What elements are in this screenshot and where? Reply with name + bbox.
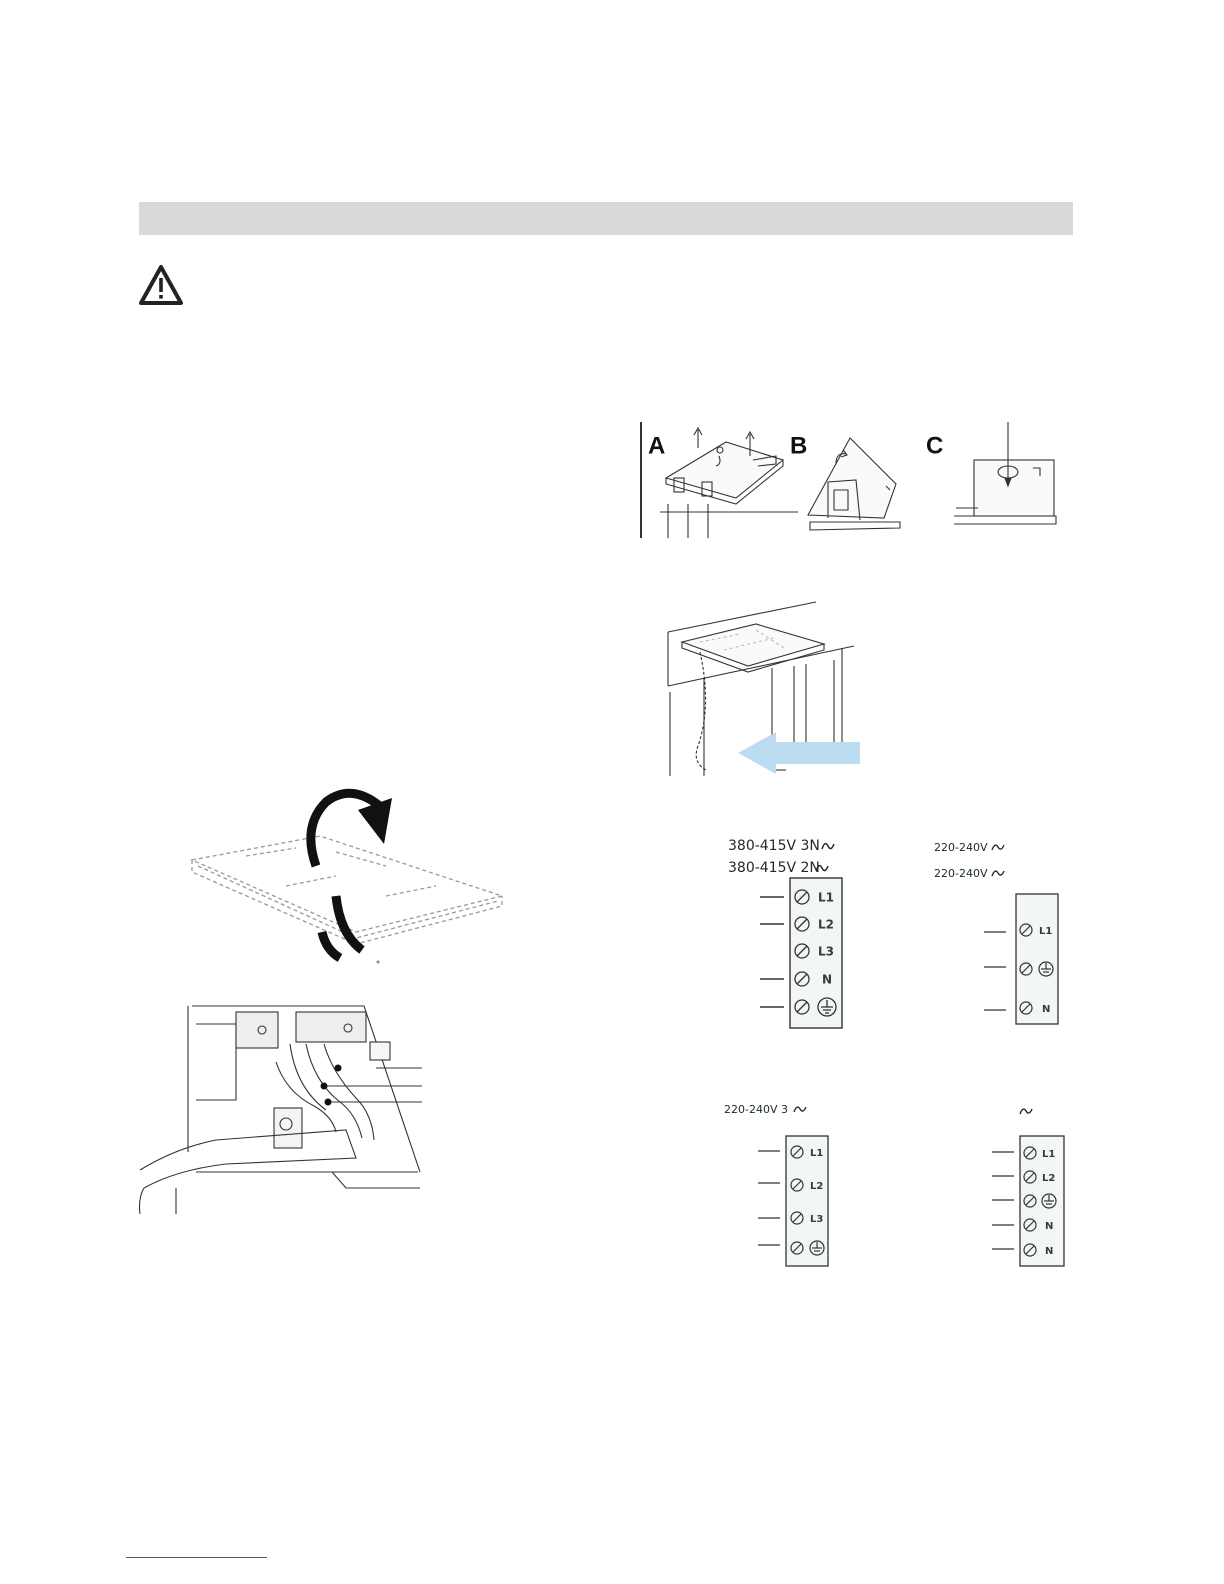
svg-text:N: N [1045,1221,1054,1232]
svg-text:N: N [1042,1004,1051,1015]
step-b-label: B [790,432,808,460]
svg-text:L1: L1 [810,1148,824,1159]
step-a-drawing [660,428,798,538]
section-header-bar [139,202,1073,235]
step-c-label: C [926,432,944,460]
svg-text:N: N [822,972,833,987]
block3-voltage-1: 220-240V 3 [724,1103,788,1116]
svg-text:L1: L1 [1042,1149,1056,1160]
footer-rule [126,1557,267,1558]
svg-text:L2: L2 [1042,1173,1056,1184]
terminal-block-4 [986,1100,1070,1272]
hob-insertion-figure [664,596,876,776]
terminal-block-2 [932,838,1062,1028]
svg-text:L2: L2 [810,1181,824,1192]
svg-text:L3: L3 [810,1214,824,1225]
svg-text:L3: L3 [818,944,834,959]
svg-text:L1: L1 [1039,926,1053,937]
step-c-drawing [954,422,1056,524]
block1-voltage-1: 380-415V 3N [728,838,820,854]
step-b-drawing [808,438,900,530]
svg-text:N: N [1045,1246,1054,1257]
block1-voltage-2: 380-415V 2N [728,860,820,876]
terminal-block-1 [724,836,864,1032]
installation-steps-figure [638,420,1062,540]
svg-text:L1: L1 [818,890,834,905]
block4-voltage-1 [1020,1109,1032,1114]
svg-text:L2: L2 [818,917,834,932]
block2-voltage-2: 220-240V [934,867,988,880]
warning-triangle-icon [138,264,184,306]
cable-connection-figure [136,1002,422,1214]
step-a-label: A [648,432,666,460]
rotate-hob-figure [186,786,518,968]
terminal-block-3 [722,1100,842,1270]
block2-voltage-1: 220-240V [934,841,988,854]
